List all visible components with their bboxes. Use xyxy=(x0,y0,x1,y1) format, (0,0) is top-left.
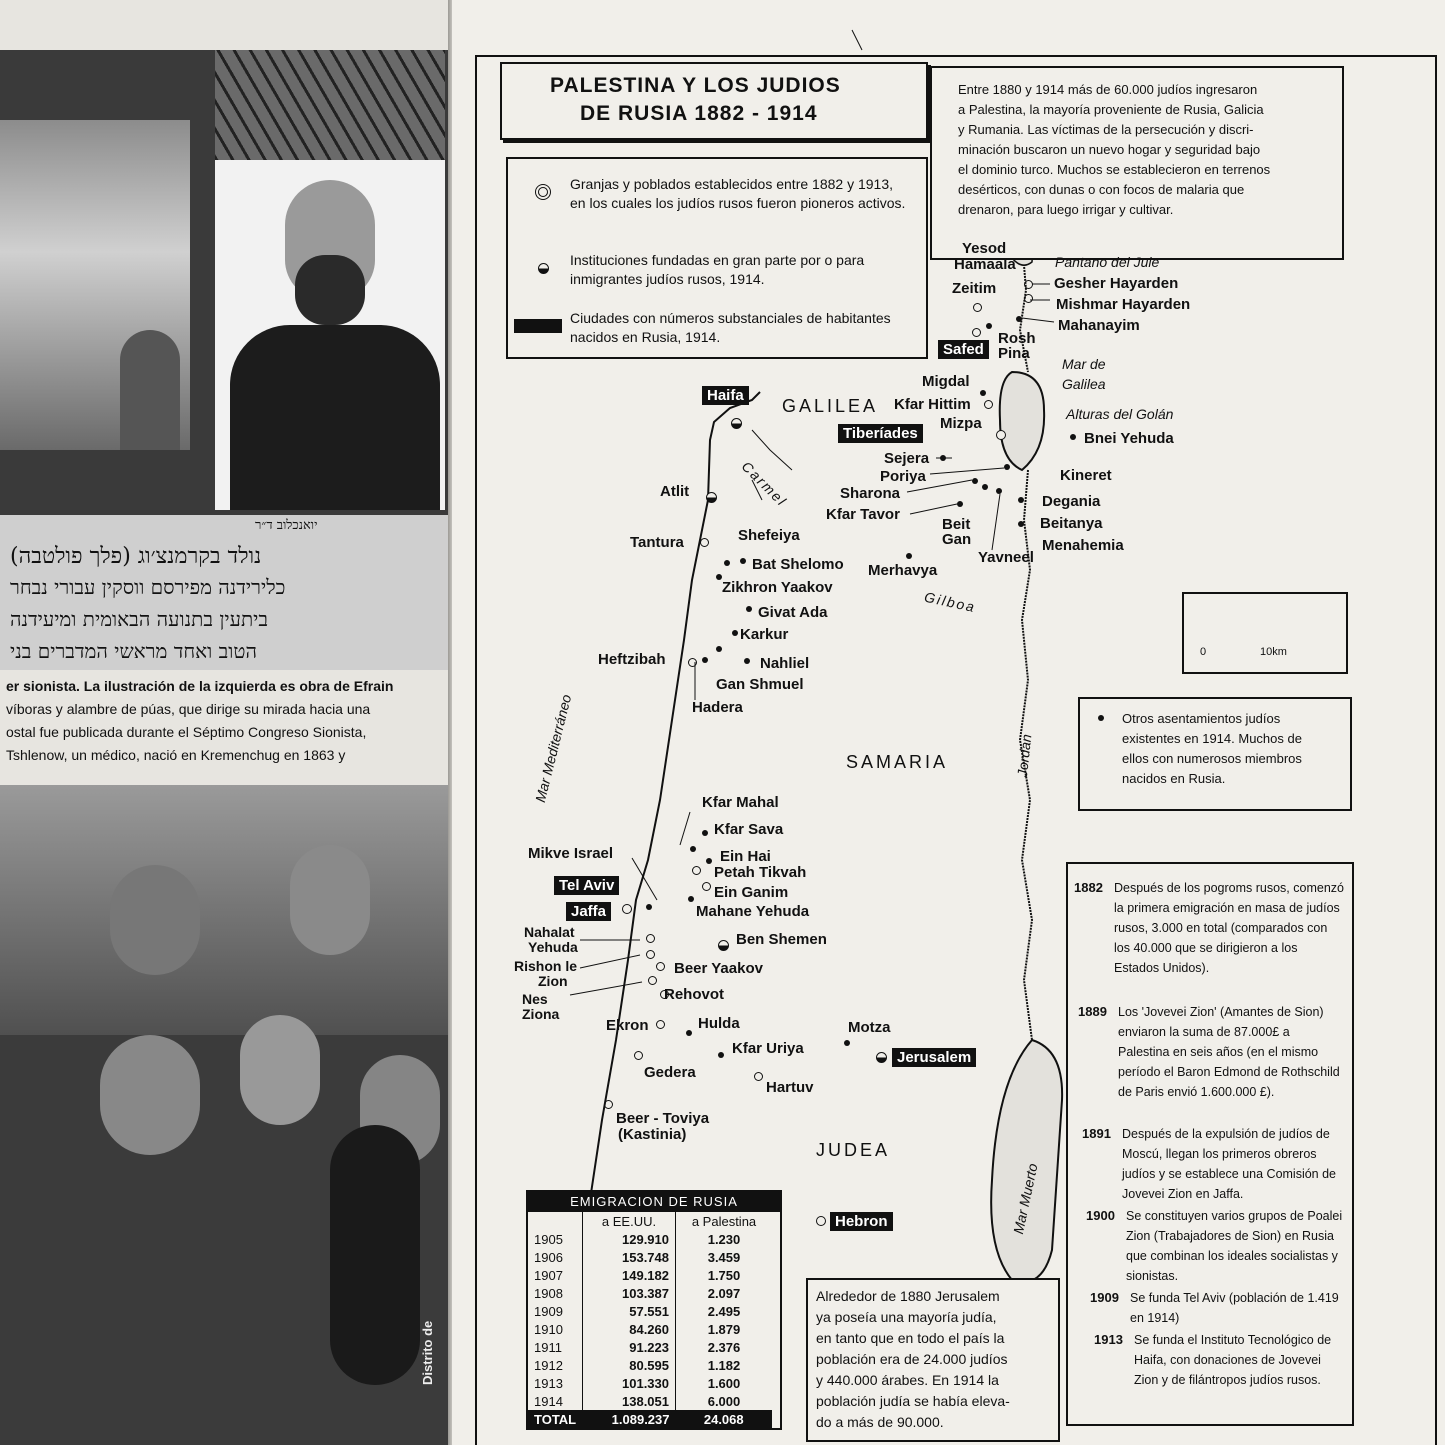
place-mishmar-hayarden: Mishmar Hayarden xyxy=(1056,296,1191,313)
golan-label: Alturas del Golán xyxy=(1066,406,1174,422)
portrait-beard xyxy=(295,255,365,325)
carmel-ridge xyxy=(752,430,792,470)
legend-symbol-city xyxy=(514,319,562,333)
place-ekron: Ekron xyxy=(606,1017,649,1034)
emigration-usa: 153.748 xyxy=(583,1248,676,1266)
region-samaria: SAMARIA xyxy=(846,752,949,772)
scale-box xyxy=(1182,592,1348,674)
city-tiberiades: Tiberíades xyxy=(838,424,923,443)
scale-label: 10km xyxy=(1260,646,1287,658)
emigration-usa: 129.910 xyxy=(583,1230,676,1248)
place-atlit: Atlit xyxy=(660,483,690,500)
symbol-half xyxy=(731,418,742,429)
hebrew-panel xyxy=(0,515,460,670)
emigration-pal: 1.182 xyxy=(676,1356,773,1374)
emigration-pal: 1.750 xyxy=(676,1266,773,1284)
emigration-year: 1905 xyxy=(534,1231,563,1247)
symbol-dot xyxy=(1018,497,1024,503)
symbol-dot xyxy=(744,658,750,664)
place-beit: Beit xyxy=(942,516,971,533)
rishon-leader xyxy=(580,955,640,968)
emigration-table xyxy=(526,1190,782,1430)
timeline-text-1882: Después de los pogroms rusos, comenzó la primera emigración en masa de judíos rusos, 3.000 en total (comparados con los 40.000 que se dirigieron a los Estados Unidos). xyxy=(1114,881,1344,975)
place-beer-toviya: Beer - Toviya xyxy=(616,1110,710,1127)
symbol-ring xyxy=(984,400,993,409)
emigration-grid xyxy=(528,1212,772,1428)
place-petah-tikvah: Petah Tikvah xyxy=(714,864,807,881)
city-safed: Safed xyxy=(938,340,989,359)
pantano-label: Pantano del Jule xyxy=(1055,254,1160,270)
place-yesod: Yesod xyxy=(962,240,1007,257)
intro-line-6: desérticos, con dunas o con focos de malaria que xyxy=(958,182,1245,197)
yavneel-leader xyxy=(992,494,1000,550)
map-page xyxy=(452,0,1445,1445)
symbol-ring xyxy=(702,882,711,891)
emigration-pal: 1.230 xyxy=(676,1230,773,1248)
place-karkur: Karkur xyxy=(740,626,789,643)
emigration-usa-header: a EE.UU. xyxy=(583,1212,676,1230)
scale-zero: 0 xyxy=(1200,646,1207,658)
place-nahalat: Nahalat xyxy=(524,924,575,940)
hebrew-line-4: הטוב ואחד מראשי המדברים בני xyxy=(10,639,257,663)
symbol-dot xyxy=(718,1052,724,1058)
place-menahemia: Menahemia xyxy=(1042,537,1124,554)
symbol-half xyxy=(706,492,717,503)
emigration-year: 1912 xyxy=(534,1357,563,1373)
symbol-dot xyxy=(702,830,708,836)
emigration-usa: 103.387 xyxy=(583,1284,676,1302)
symbol-dot xyxy=(972,478,978,484)
place-pina: Pina xyxy=(998,345,1030,362)
emigration-pal: 2.376 xyxy=(676,1338,773,1356)
symbol-dot xyxy=(982,484,988,490)
symbol-half xyxy=(876,1052,887,1063)
region-galilea: GALILEA xyxy=(782,396,879,416)
timeline-year-1909: 1909 xyxy=(1090,1290,1119,1305)
place-kfar-tavor: Kfar Tavor xyxy=(826,506,900,523)
mediterraneo-label: Mar Mediterráneo xyxy=(532,692,575,804)
jerusalem-line-4: población era de 24.000 judíos xyxy=(816,1351,1008,1367)
symbol-dot xyxy=(1016,316,1022,322)
place-gedera: Gedera xyxy=(644,1064,696,1081)
timeline-box xyxy=(1066,862,1354,1426)
emigration-year: 1906 xyxy=(534,1249,563,1265)
symbol-dot xyxy=(746,606,752,612)
symbol-dot xyxy=(957,501,963,507)
emigration-year: 1914 xyxy=(534,1393,563,1409)
emigration-row xyxy=(528,1356,772,1374)
mikve-leader xyxy=(632,858,657,900)
symbol-ring xyxy=(973,303,982,312)
hebrew-name: יואנכלוב ד״ר xyxy=(255,518,318,533)
place-heftzibah: Heftzibah xyxy=(598,651,666,668)
bottom-caption: Distrito de xyxy=(420,1320,435,1385)
symbol-ring xyxy=(754,1072,763,1081)
place-ben-shemen: Ben Shemen xyxy=(736,931,827,948)
place-kfar-hittim: Kfar Hittim xyxy=(894,396,971,413)
emigration-row xyxy=(528,1374,772,1392)
star-ornament xyxy=(215,50,445,160)
symbol-dot xyxy=(706,858,712,864)
emigration-year: 1913 xyxy=(534,1375,563,1391)
place-mahanayim: Mahanayim xyxy=(1058,317,1140,334)
place-rehovot: Rehovot xyxy=(664,986,724,1003)
symbol-dot xyxy=(690,846,696,852)
kfar-tavor-leader xyxy=(910,504,957,514)
jerusalem-line-2: ya poseía una mayoría judía, xyxy=(816,1309,997,1325)
emigration-row xyxy=(528,1338,772,1356)
caption-line-3: ostal fue publicada durante el Séptimo Congreso Sionista, xyxy=(6,724,367,740)
tree-figure xyxy=(120,330,180,450)
symbol-dot xyxy=(986,323,992,329)
intro-box xyxy=(930,66,1344,260)
place-motza: Motza xyxy=(848,1019,891,1036)
symbol-dot xyxy=(716,574,722,580)
place-migdal: Migdal xyxy=(922,373,970,390)
place-poriya: Poriya xyxy=(880,468,926,485)
symbol-dot xyxy=(646,904,652,910)
emigration-usa: 101.330 xyxy=(583,1374,676,1392)
symbol-ring xyxy=(656,1020,665,1029)
symbol-dot xyxy=(688,896,694,902)
timeline-text-1891: Después de la expulsión de judíos de Moscú, llegan los primeros obreros judíos y se establece una Comisión de Jovevei Zion en Jaffa. xyxy=(1122,1127,1337,1201)
place-beer-yaakov: Beer Yaakov xyxy=(674,960,763,977)
symbol-dot xyxy=(996,488,1002,494)
place-tantura: Tantura xyxy=(630,534,684,551)
symbol-open xyxy=(622,904,632,914)
symbol-ring xyxy=(656,962,665,971)
place-zion: Zion xyxy=(538,973,568,989)
emigration-row xyxy=(528,1392,772,1410)
portrait-photo xyxy=(0,50,460,515)
intro-line-5: el dominio turco. Muchos se establecieron en terrenos xyxy=(958,162,1271,177)
place-gesher-hayarden: Gesher Hayarden xyxy=(1054,275,1179,292)
city-tel-aviv: Tel Aviv xyxy=(554,876,619,895)
emigration-usa: 149.182 xyxy=(583,1266,676,1284)
legend-farm-text: Granjas y poblados establecidos entre 1882 y 1913, en los cuales los judíos rusos fueron pioneros activos. xyxy=(570,176,906,211)
place-mizpa: Mizpa xyxy=(940,415,982,432)
timeline-text-1913: Se funda el Instituto Tecnológico de Haifa, con donaciones de Jovevei Zion y de filántropos judíos rusos. xyxy=(1134,1333,1332,1387)
symbol-dot xyxy=(716,646,722,652)
emigration-year: 1908 xyxy=(534,1285,563,1301)
place-zeitim: Zeitim xyxy=(952,280,997,297)
place-ein-ganim: Ein Ganim xyxy=(714,884,789,901)
symbol-ring xyxy=(646,950,655,959)
emigration-year: 1911 xyxy=(534,1339,562,1355)
emigration-total-usa: 1.089.237 xyxy=(611,1411,670,1427)
sea-of-galilee xyxy=(1000,372,1044,470)
jordan-label: Jordan xyxy=(1014,733,1035,778)
place-hulda: Hulda xyxy=(698,1015,740,1032)
legend-symbol-institution xyxy=(538,263,549,274)
place-sharona: Sharona xyxy=(840,485,901,502)
symbol-ring xyxy=(660,990,669,999)
intro-line-4: minación buscaron un nuevo hogar y seguridad bajo xyxy=(958,142,1261,157)
place-degania: Degania xyxy=(1042,493,1101,510)
emigration-total-pal: 24.068 xyxy=(703,1411,744,1427)
emigration-usa: 80.595 xyxy=(583,1356,676,1374)
jerusalem-line-3: en tanto que en todo el país la xyxy=(816,1330,1005,1346)
emigration-pal: 1.600 xyxy=(676,1374,773,1392)
place-kastinia: (Kastinia) xyxy=(618,1126,687,1143)
poriya-leader xyxy=(930,468,1004,474)
portrait-figure xyxy=(215,160,445,510)
orchestra-photo xyxy=(0,785,462,1445)
emigration-pal: 2.097 xyxy=(676,1284,773,1302)
emigration-total-row xyxy=(528,1410,772,1428)
symbol-dot xyxy=(940,455,946,461)
intro-line-3: y Rumania. Las víctimas de la persecución y discri- xyxy=(958,122,1254,137)
mahanayim-leader xyxy=(1022,318,1054,322)
emigration-row xyxy=(528,1266,772,1284)
emigration-header-row xyxy=(528,1212,772,1230)
gilboa-label: Gilboa xyxy=(922,588,978,616)
emigration-row xyxy=(528,1284,772,1302)
place-givat-ada: Givat Ada xyxy=(758,604,828,621)
symbol-ring xyxy=(692,866,701,875)
left-caption xyxy=(6,675,456,767)
emigration-pal: 1.879 xyxy=(676,1320,773,1338)
symbol-dot xyxy=(686,1030,692,1036)
symbol-open xyxy=(816,1216,826,1226)
place-zikhron-yaakov: Zikhron Yaakov xyxy=(722,579,833,596)
jerusalem-line-1: Alrededor de 1880 Jerusalem xyxy=(816,1288,1000,1304)
emigration-pal: 3.459 xyxy=(676,1248,773,1266)
place-ziona: Ziona xyxy=(522,1006,560,1022)
otros-text: Otros asentamientos judíos existentes en 1914. Muchos de ellos con numerosos miembros nacidos en Rusia. xyxy=(1122,711,1302,786)
kfar-mahal-leader xyxy=(680,812,690,845)
map-title-box xyxy=(500,62,928,140)
musician-2 xyxy=(290,845,370,955)
place-shefeiya: Shefeiya xyxy=(738,527,800,544)
intro-line-1: Entre 1880 y 1914 más de 60.000 judíos ingresaron xyxy=(958,82,1258,97)
timeline-year-1882: 1882 xyxy=(1074,880,1103,895)
symbol-ring xyxy=(634,1051,643,1060)
musician-3 xyxy=(100,1035,200,1155)
jerusalem-box xyxy=(806,1278,1060,1442)
place-kfar-mahal: Kfar Mahal xyxy=(702,794,779,811)
symbol-ring xyxy=(1024,294,1033,303)
jerusalem-line-7: do a más de 90.000. xyxy=(816,1414,944,1430)
carmel-label: Carmel xyxy=(738,458,791,510)
map-title-line-2: DE RUSIA 1882 - 1914 xyxy=(580,102,818,125)
place-bnei-yehuda: Bnei Yehuda xyxy=(1084,430,1174,447)
symbol-dot xyxy=(1004,464,1010,470)
orchestra-bg xyxy=(0,785,462,1035)
emigration-usa: 57.551 xyxy=(583,1302,676,1320)
place-bat-shelomo: Bat Shelomo xyxy=(752,556,844,573)
intro-line-7: drenaron, para luego irrigar y cultivar. xyxy=(958,202,1174,217)
emigration-usa: 138.051 xyxy=(583,1392,676,1410)
emigration-year-header xyxy=(528,1212,583,1230)
symbol-ring xyxy=(604,1100,613,1109)
place-nes: Nes xyxy=(522,991,548,1007)
symbol-dot xyxy=(724,560,730,566)
symbol-ring xyxy=(646,934,655,943)
otros-symbol xyxy=(1098,715,1104,721)
place-merhavya: Merhavya xyxy=(868,562,938,579)
caption-line-1: er sionista. La ilustración de la izquierda es obra de Efrain xyxy=(6,678,394,694)
place-mikve-israel: Mikve Israel xyxy=(528,845,614,862)
place-gan: Gan xyxy=(942,531,972,548)
place-rishon-le: Rishon le xyxy=(514,958,578,974)
legend-box xyxy=(506,157,928,359)
caption-line-2: víboras y alambre de púas, que dirige su mirada hacia una xyxy=(6,701,371,717)
symbol-dot xyxy=(732,630,738,636)
symbol-dot xyxy=(702,657,708,663)
emigration-year: 1910 xyxy=(534,1321,563,1337)
hebrew-line-2: כלירידנה מפירסם ווסקין עבורי נבחר xyxy=(10,575,286,599)
place-nahliel: Nahliel xyxy=(760,655,810,672)
portrait-coat xyxy=(230,325,440,510)
legend-city-text: Ciudades con números substanciales de habitantes nacidos en Rusia, 1914. xyxy=(570,310,891,345)
emigration-pal: 2.495 xyxy=(676,1302,773,1320)
symbol-ring xyxy=(1024,280,1033,289)
legend-institution-text: Instituciones fundadas en gran parte por o para inmigrantes judíos rusos, 1914. xyxy=(570,252,865,287)
cello-figure xyxy=(330,1125,420,1385)
place-gan-shmuel: Gan Shmuel xyxy=(716,676,804,693)
emigration-row xyxy=(528,1302,772,1320)
mar-muerto-label: Mar Muerto xyxy=(1010,1161,1041,1236)
timeline-year-1891: 1891 xyxy=(1082,1126,1111,1141)
symbol-ring xyxy=(972,328,981,337)
symbol-dot xyxy=(906,553,912,559)
map-title-line-1: PALESTINA Y LOS JUDIOS xyxy=(550,74,841,97)
jerusalem-line-6: población judía se había eleva- xyxy=(816,1393,1010,1409)
caption-line-4: Tshlenow, un médico, nació en Kremenchug en 1863 y xyxy=(6,747,346,763)
emigration-usa: 84.260 xyxy=(583,1320,676,1338)
place-sejera: Sejera xyxy=(884,450,930,467)
emigration-total-label: TOTAL xyxy=(534,1411,577,1427)
place-mahane-yehuda: Mahane Yehuda xyxy=(696,903,810,920)
nes-leader xyxy=(570,982,642,995)
place-beitanya: Beitanya xyxy=(1040,515,1103,532)
emigration-title: EMIGRACION DE RUSIA xyxy=(528,1192,780,1212)
musician-1 xyxy=(110,865,200,975)
symbol-open xyxy=(996,430,1006,440)
symbol-dot xyxy=(980,390,986,396)
region-judea: JUDEA xyxy=(816,1140,891,1160)
place-hartuv: Hartuv xyxy=(766,1079,814,1096)
place-kfar-sava: Kfar Sava xyxy=(714,821,784,838)
timeline-year-1900: 1900 xyxy=(1086,1208,1115,1223)
symbol-dot xyxy=(1018,521,1024,527)
place-yehuda: Yehuda xyxy=(528,939,578,955)
timeline-year-1889: 1889 xyxy=(1078,1004,1107,1019)
symbol-ring xyxy=(700,538,709,547)
symbol-half xyxy=(718,940,729,951)
place-kineret: Kineret xyxy=(1060,467,1112,484)
emigration-row xyxy=(528,1320,772,1338)
symbol-dot xyxy=(844,1040,850,1046)
emigration-year: 1907 xyxy=(534,1267,563,1283)
emigration-row xyxy=(528,1230,772,1248)
place-hamaala: Hamaala xyxy=(954,256,1016,273)
jerusalem-line-5: y 440.000 árabes. En 1914 la xyxy=(816,1372,999,1388)
place-yavneel: Yavneel xyxy=(978,549,1034,566)
symbol-ring xyxy=(688,658,697,667)
place-rosh: Rosh xyxy=(998,330,1036,347)
emigration-usa: 91.223 xyxy=(583,1338,676,1356)
timeline-year-1913: 1913 xyxy=(1094,1332,1123,1347)
place-ein-hai: Ein Hai xyxy=(720,848,771,865)
hebrew-line-1: נולד בקרמנצ׳וג (פלך פולטבה) xyxy=(10,544,262,569)
galilea-water-label: Galilea xyxy=(1062,376,1106,392)
symbol-dot xyxy=(740,558,746,564)
emigration-pal-header: a Palestina xyxy=(676,1212,773,1230)
place-hadera: Hadera xyxy=(692,699,743,716)
city-jaffa: Jaffa xyxy=(566,902,611,921)
city-jerusalem: Jerusalem xyxy=(892,1048,976,1067)
symbol-dot xyxy=(1070,434,1076,440)
timeline-text-1909: Se funda Tel Aviv (población de 1.419 en 1914) xyxy=(1130,1291,1339,1325)
timeline-text-1889: Los 'Jovevei Zion' (Amantes de Sion) enviaron la suma de 87.000£ a Palestina en seis años (en el mismo período el Baron Edmond de Rothschild de Paris envió 1.600.000 £). xyxy=(1118,1005,1340,1099)
hebrew-line-3: ביתעין בתנועה הבאומית ומיעידנה xyxy=(10,607,269,631)
legend-symbol-farm xyxy=(538,187,548,197)
emigration-row xyxy=(528,1248,772,1266)
symbol-ring xyxy=(648,976,657,985)
place-kfar-uriya: Kfar Uriya xyxy=(732,1040,804,1057)
timeline-text-1900: Se constituyen varios grupos de Poalei Zion (Trabajadores de Sion) en Rusia que combinan los ideales socialistas y sionistas. xyxy=(1126,1209,1343,1283)
left-page xyxy=(0,0,470,1445)
city-haifa: Haifa xyxy=(702,386,749,405)
emigration-pal: 6.000 xyxy=(676,1392,773,1410)
musician-4 xyxy=(240,1015,320,1125)
otros-box xyxy=(1078,697,1352,811)
city-hebron: Hebron xyxy=(830,1212,893,1231)
mar-de-label: Mar de xyxy=(1062,356,1106,372)
intro-line-2: a Palestina, la mayoría proveniente de Rusia, Galicia xyxy=(958,102,1264,117)
emigration-year: 1909 xyxy=(534,1303,563,1319)
